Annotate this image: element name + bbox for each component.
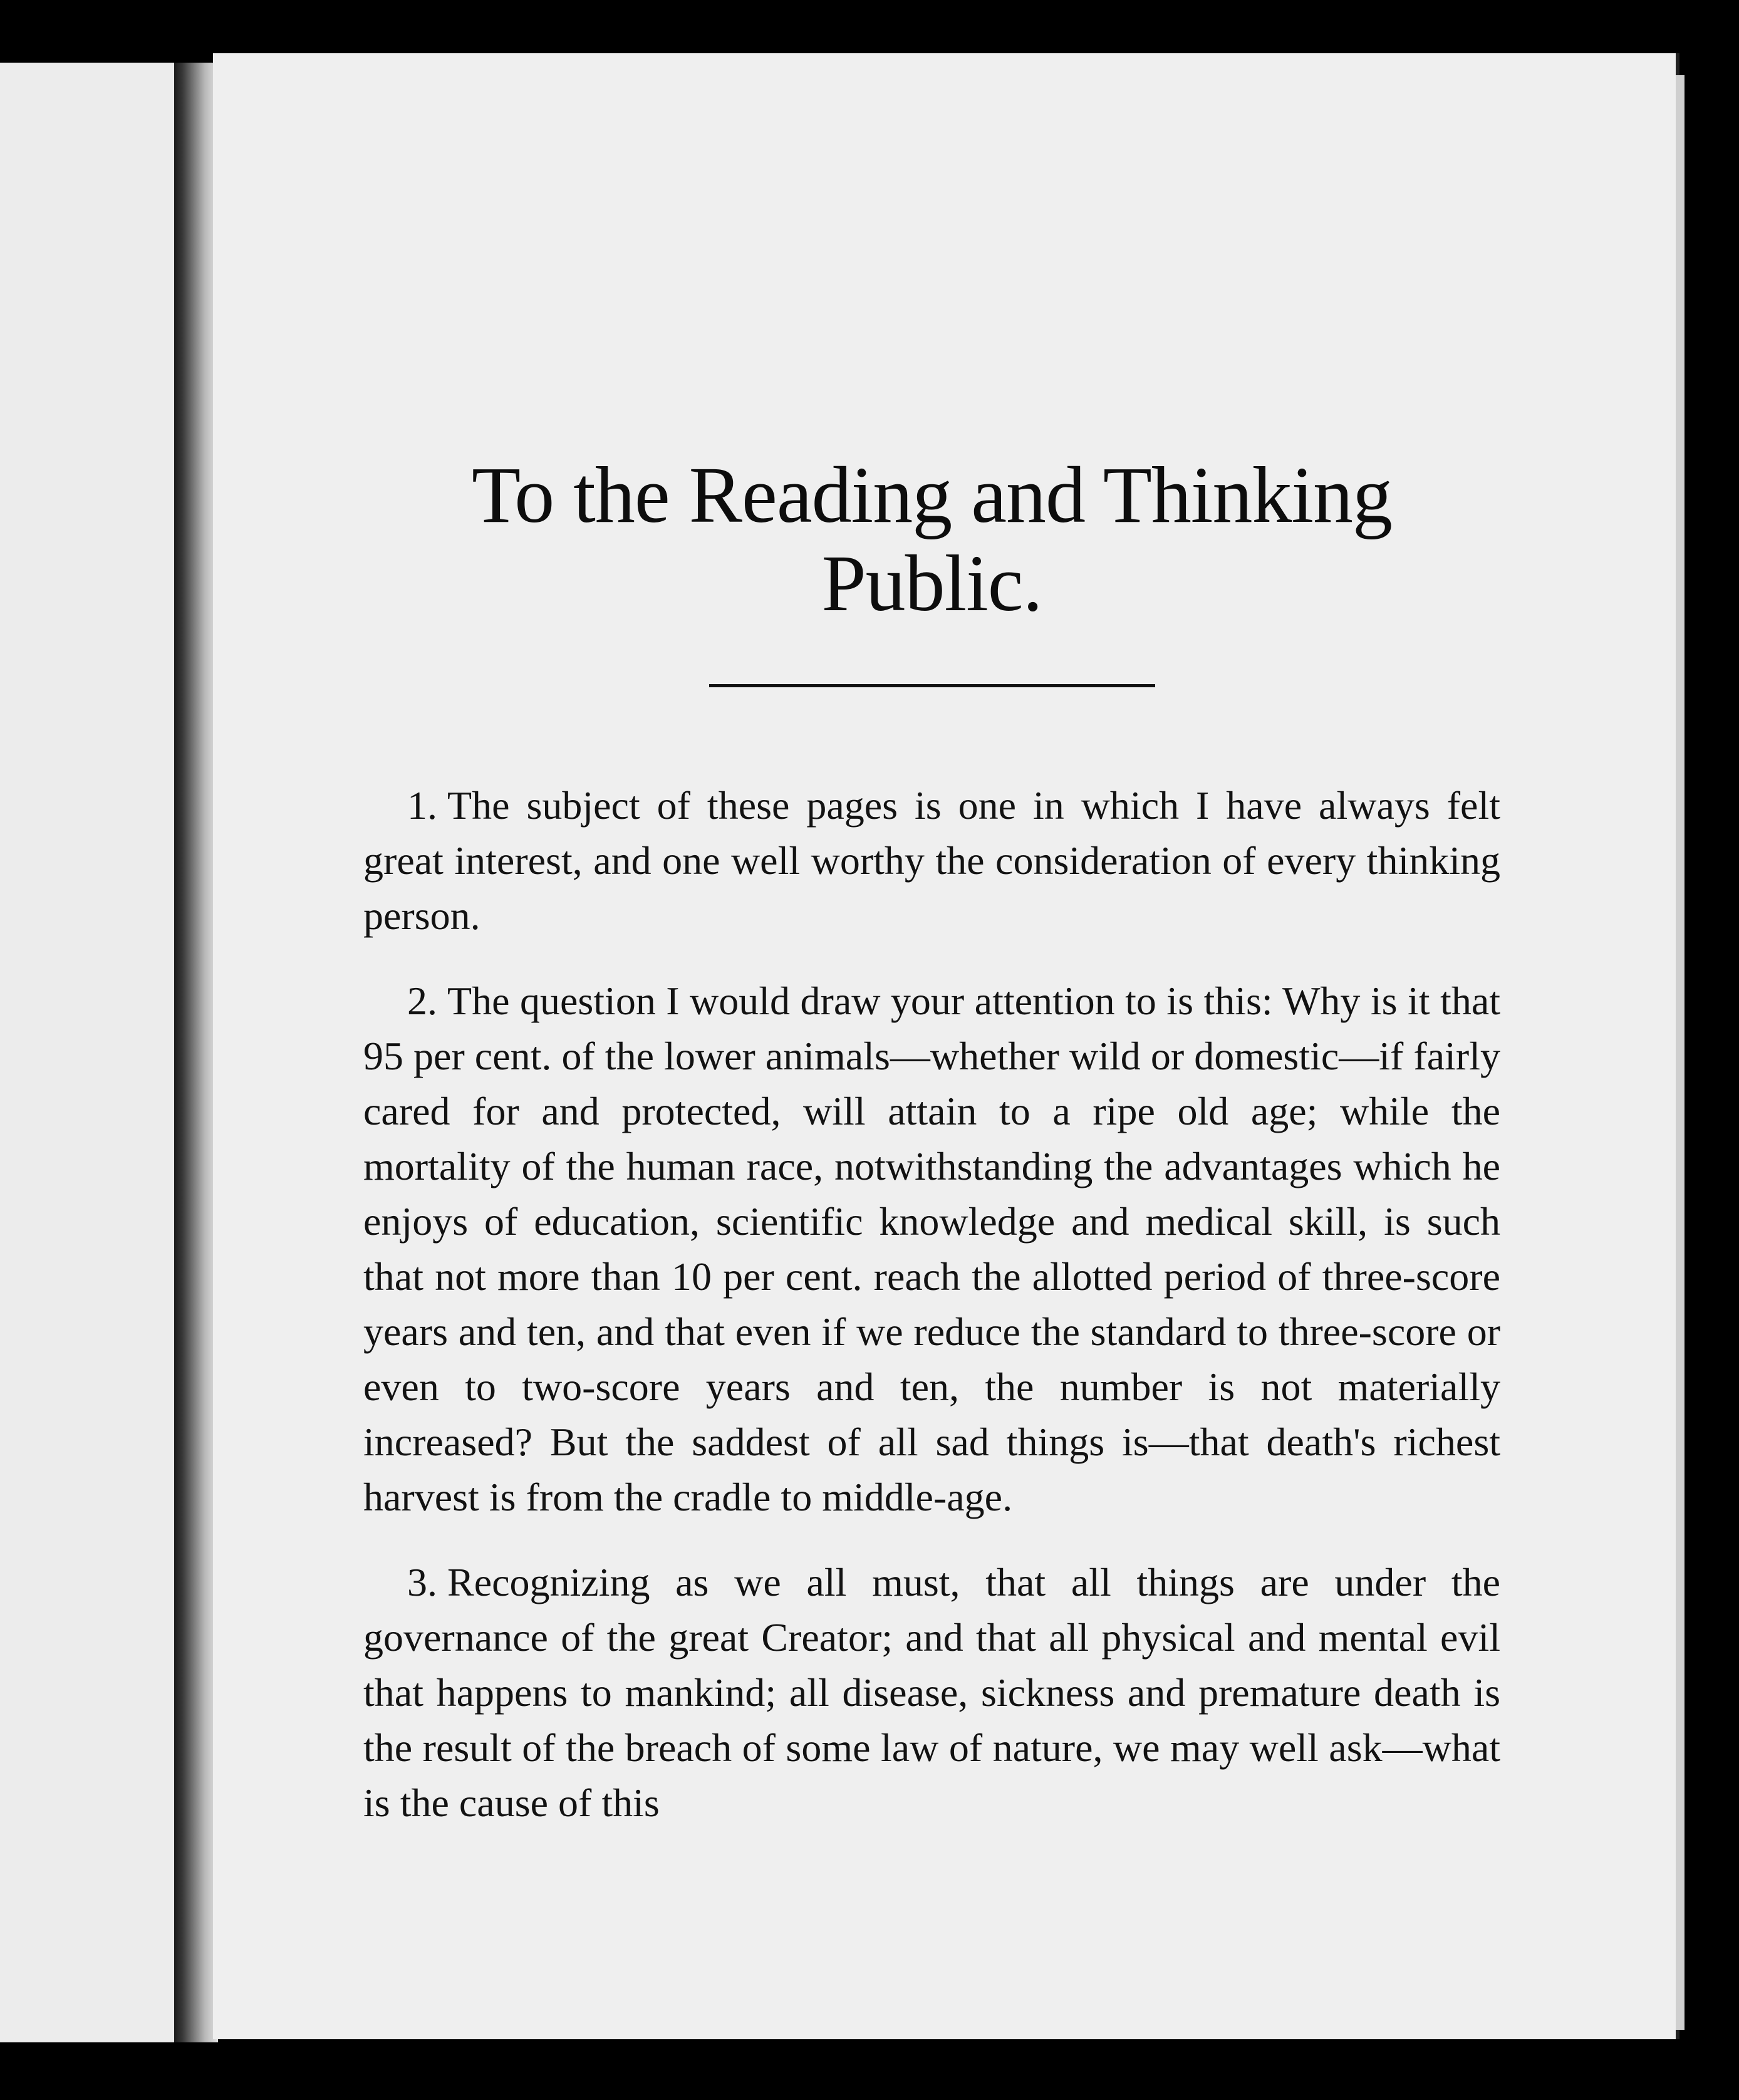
paragraph-number: 1. [407, 782, 437, 828]
page-right-edge [1676, 75, 1684, 2030]
paragraph-text: The subject of these pages is one in which I have always felt great interest, and one well worthy the consideration of every thinking person. [363, 782, 1500, 938]
paragraph-3 [363, 1555, 1500, 1831]
page-content [363, 451, 1500, 1861]
page-title: To the Reading and Thinking Public. [472, 450, 1392, 628]
paragraph-number: 3. [407, 1559, 437, 1604]
paragraph-text: Recognizing as we all must, that all things are under the governance of the great Creator; and that all physical and mental evil that happens to mankind; all disease, sickness and premature death is the result of the breach of some law of nature, we may well ask—what is the cause of this [363, 1559, 1500, 1825]
book-gutter [174, 63, 218, 2042]
paragraph-number: 2. [407, 978, 437, 1023]
facing-page-edge [0, 63, 174, 2042]
paragraph-text: The question I would draw your attention to is this: Why is it that 95 per cent. of the lower animals—whether wild or domestic—if fairly cared for and protected, will attain to a ripe old age; while the mortality of the human race, notwithstanding the advantages which he enjoys of education, scientific knowledge and medical skill, is such that not more than 10 per cent. reach the allotted period of three-score years and ten, and that even if we reduce the standard to three-score or even to two-score years and ten, the number is not materially increased? But the saddest of all sad things is—that death's richest harvest is from the cradle to middle-age. [363, 978, 1500, 1519]
title-divider [709, 684, 1155, 687]
paragraph-2 [363, 974, 1500, 1525]
paragraph-1 [363, 778, 1500, 943]
